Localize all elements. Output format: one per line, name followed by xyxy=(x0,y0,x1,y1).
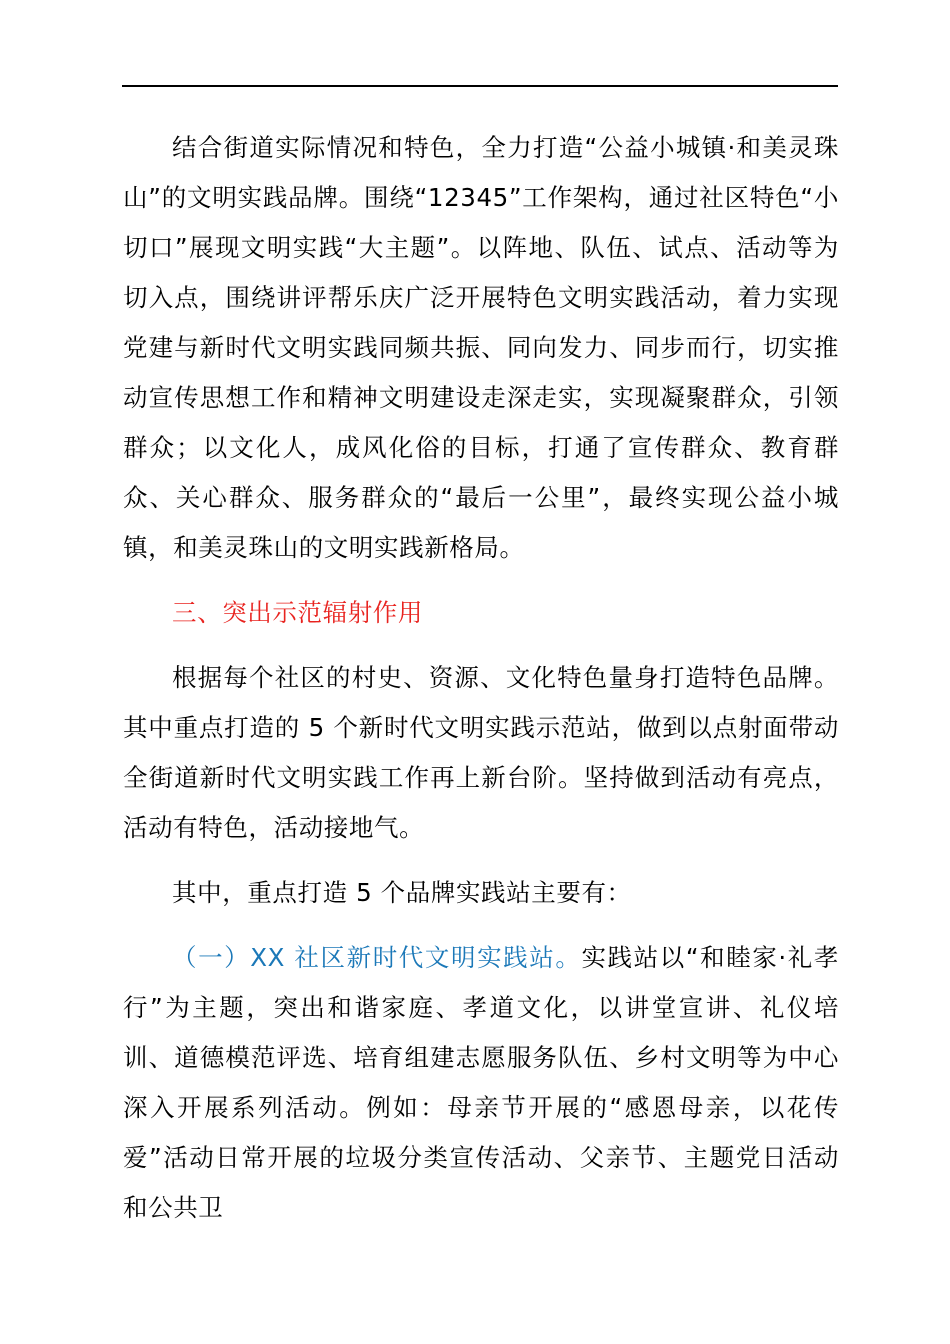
document-body xyxy=(123,123,839,1233)
paragraph-station-one xyxy=(123,933,839,1233)
header-rule xyxy=(122,85,838,87)
station-one-title: （一）XX 社区新时代文明实践站。 xyxy=(172,943,582,972)
paragraph-community-brands: 根据每个社区的村史、资源、文化特色量身打造特色品牌。其中重点打造的 5 个新时代文明实践示范站，做到以点射面带动全街道新时代文明实践工作再上新台阶。坚持做到活动有亮点，活动有特色，活动接地气。 xyxy=(123,663,839,842)
section-heading-3: 三、突出示范辐射作用 xyxy=(172,598,423,627)
paragraph-five-stations-intro: 其中，重点打造 5 个品牌实践站主要有： xyxy=(172,878,632,907)
paragraph-brand-practice: 结合街道实际情况和特色，全力打造“公益小城镇·和美灵珠山”的文明实践品牌。围绕“12345”工作架构，通过社区特色“小切口”展现文明实践“大主题”。以阵地、队伍、试点、活动等为切入点，围绕讲评帮乐庆广泛开展特色文明实践活动，着力实现党建与新时代文明实践同频共振、同向发力、同步而行，切实推动宣传思想工作和精神文明建设走深走实，实现凝聚群众，引领群众；以文化人，成风化俗的目标，打通了宣传群众、教育群众、关心群众、服务群众的“最后一公里”，最终实现公益小城镇，和美灵珠山的文明实践新格局。 xyxy=(123,133,839,562)
station-one-body: 实践站以“和睦家·礼孝行”为主题，突出和谐家庭、孝道文化，以讲堂宣讲、礼仪培训、道德模范评选、培育组建志愿服务队伍、乡村文明等为中心深入开展系列活动。例如：母亲节开展的“感恩母亲，以花传爱”活动日常开展的垃圾分类宣传活动、父亲节、主题党日活动和公共卫 xyxy=(123,943,839,1222)
